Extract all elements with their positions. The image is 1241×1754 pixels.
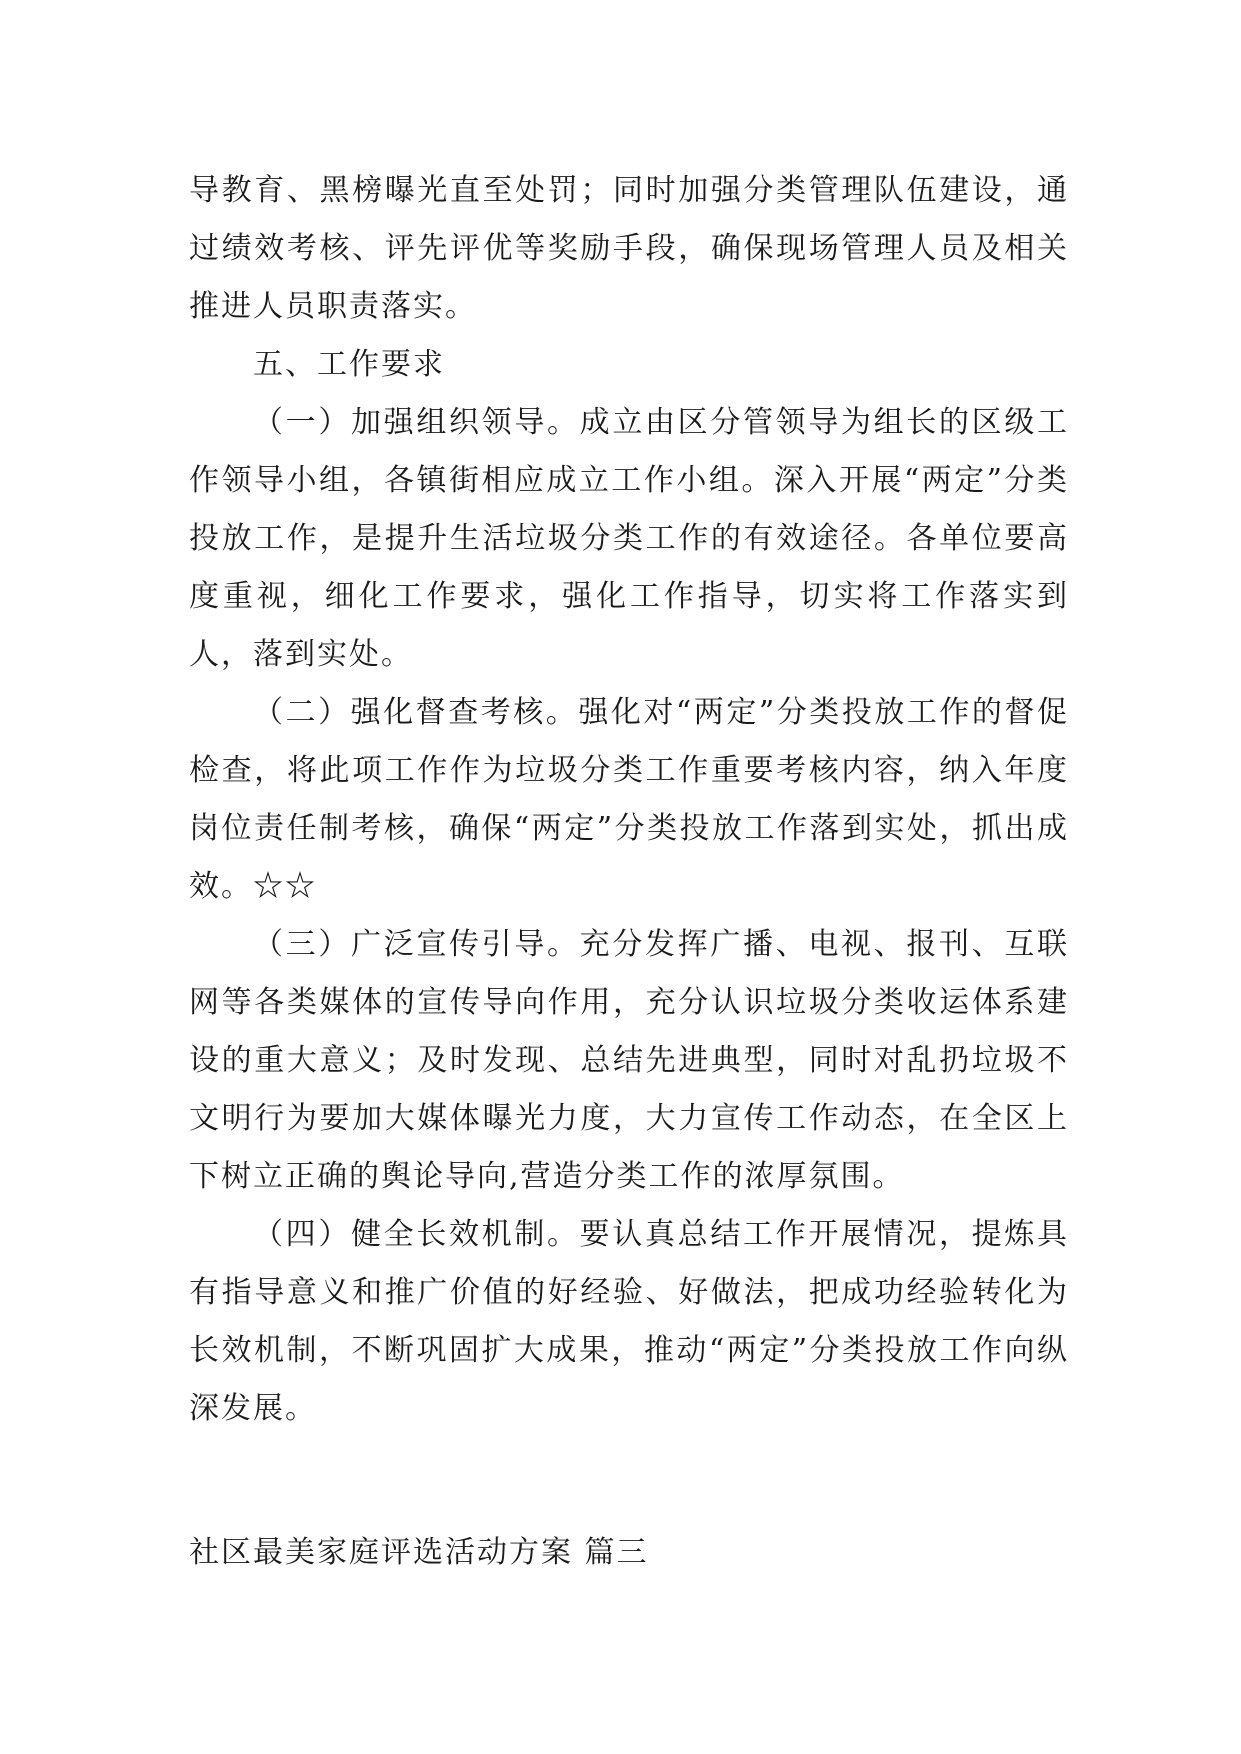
- next-section: [189, 1524, 1069, 1582]
- paragraph-long-term-mechanism: （四）健全长效机制。要认真总结工作开展情况，提炼具有指导意义和推广价值的好经验、好做法，把成功经验转化为长效机制，不断巩固扩大成果，推动“两定”分类投放工作向纵深发展。: [189, 1217, 1069, 1426]
- document-body: [189, 162, 1069, 1438]
- next-section-title: 社区最美家庭评选活动方案 篇三: [189, 1535, 649, 1570]
- paragraph-continuation: 导教育、黑榜曝光直至处罚；同时加强分类管理队伍建设，通过绩效考核、评先评优等奖励手段，确保现场管理人员及相关推进人员职责落实。: [189, 173, 1069, 324]
- paragraph-publicity-guidance: （三）广泛宣传引导。充分发挥广播、电视、报刊、互联网等各类媒体的宣传导向作用，充分认识垃圾分类收运体系建设的重大意义；及时发现、总结先进典型，同时对乱扔垃圾不文明行为要加大媒体曝光力度，大力宣传工作动态，在全区上下树立正确的舆论导向,营造分类工作的浓厚氛围。: [189, 927, 1069, 1194]
- paragraph-supervision-assessment: （二）强化督查考核。强化对“两定”分类投放工作的督促检查，将此项工作作为垃圾分类工作重要考核内容，纳入年度岗位责任制考核，确保“两定”分类投放工作落到实处，抓出成效。☆☆: [189, 695, 1069, 904]
- section-heading-work-requirements: 五、工作要求: [253, 347, 445, 382]
- paragraph-organization-leadership: （一）加强组织领导。成立由区分管领导为组长的区级工作领导小组，各镇街相应成立工作小组。深入开展“两定”分类投放工作，是提升生活垃圾分类工作的有效途径。各单位要高度重视，细化工作要求，强化工作指导，切实将工作落实到人，落到实处。: [189, 405, 1069, 672]
